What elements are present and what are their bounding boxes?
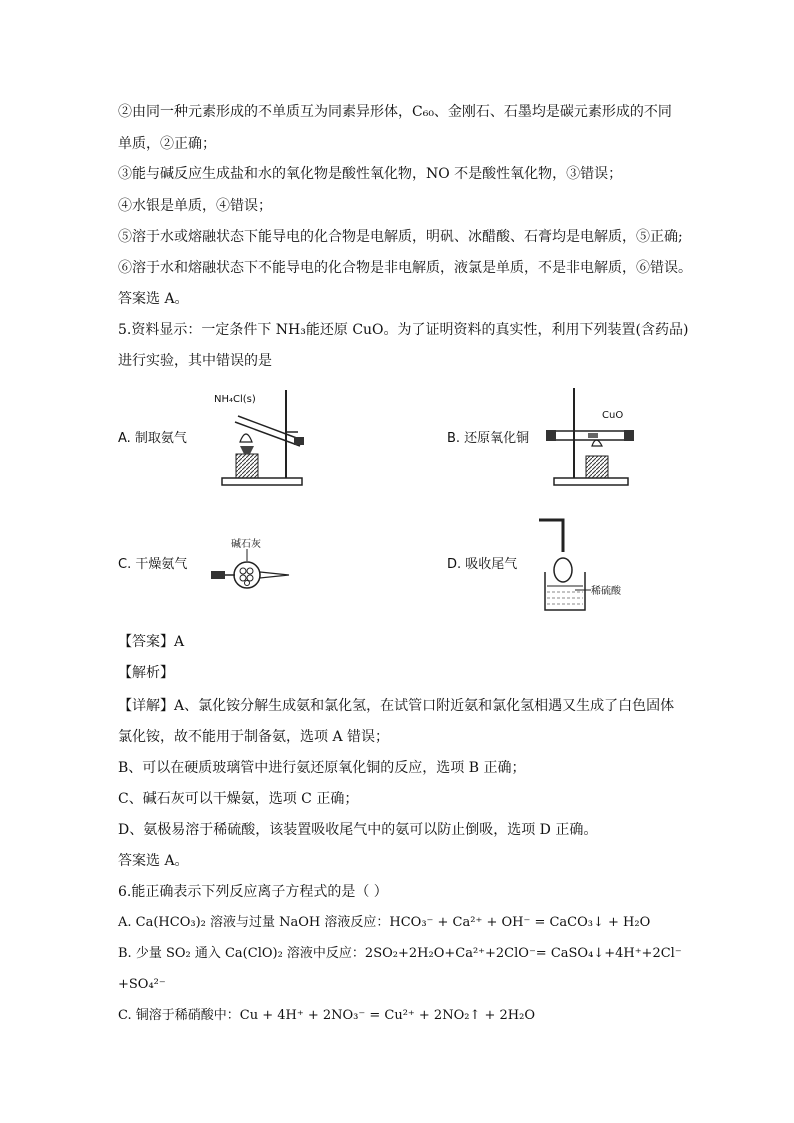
text-line: 单质，②正确； <box>118 136 216 152</box>
option-b: B. 还原氧化铜 <box>447 431 530 446</box>
option-a: A. 制取氨气 <box>118 431 187 446</box>
text-line: ⑥溶于水和熔融状态下不能导电的化合物是非电解质，液氯是单质，不是非电解质，⑥错误。 <box>118 260 692 276</box>
text-line: ②由同一种元素形成的不单质互为同素异形体，C₆₀、金刚石、石墨均是碳元素形成的不同 <box>118 104 672 120</box>
option-b-cont: +SO₄²⁻ <box>118 977 166 992</box>
option-c: C. 干燥氨气 <box>118 557 188 572</box>
apparatus-a-figure <box>210 382 310 494</box>
question-stem: 6.能正确表示下列反应离子方程式的是（ ） <box>118 884 388 900</box>
text-line: ③能与碱反应生成盐和水的氧化物是酸性氧化物，NO 不是酸性氧化物，③错误； <box>118 166 623 182</box>
figure-label: CuO <box>602 410 624 421</box>
text-line: C、碱石灰可以干燥氨，选项 C 正确； <box>118 791 359 807</box>
text-line: 答案选 A。 <box>118 853 189 869</box>
option-c: C. 铜溶于稀硝酸中：Cu + 4H⁺ + 2NO₃⁻ = Cu²⁺ + 2NO₂↑ + 2H₂O <box>118 1008 535 1023</box>
option-b: B. 少量 SO₂ 通入 Ca(ClO)₂ 溶液中反应：2SO₂+2H₂O+Ca²⁺+2ClO⁻= CaSO₄↓+4H⁺+2Cl⁻ <box>118 946 682 961</box>
apparatus-d-figure <box>535 512 645 616</box>
text-line: 【详解】A、氯化铵分解生成氨和氯化氢，在试管口附近氨和氯化氢相遇又生成了白色固体 <box>118 698 675 714</box>
apparatus-b-figure <box>540 382 640 492</box>
text-line: ⑤溶于水或熔融状态下能导电的化合物是电解质，明矾、冰醋酸、石膏均是电解质，⑤正确; <box>118 229 683 245</box>
analysis-label: 【解析】 <box>118 665 174 681</box>
figure-label: 稀硫酸 <box>591 586 621 597</box>
text-line: ④水银是单质，④错误； <box>118 198 272 214</box>
figure-label: 碱石灰 <box>231 539 261 550</box>
option-d: D. 吸收尾气 <box>447 557 518 572</box>
figure-label: NH₄Cl(s) <box>214 394 256 405</box>
text-line: 答案选 A。 <box>118 291 189 307</box>
option-a: A. Ca(HCO₃)₂ 溶液与过量 NaOH 溶液反应：HCO₃⁻ + Ca²⁺ + OH⁻ = CaCO₃↓ + H₂O <box>118 915 651 930</box>
text-line: B、可以在硬质玻璃管中进行氨还原氧化铜的反应，选项 B 正确； <box>118 760 526 776</box>
text-line: 氯化铵，故不能用于制备氨，选项 A 错误； <box>118 729 390 745</box>
question-stem: 进行实验，其中错误的是 <box>118 353 272 369</box>
text-line: D、氨极易溶于稀硫酸，该装置吸收尾气中的氨可以防止倒吸，选项 D 正确。 <box>118 822 598 838</box>
apparatus-c-figure <box>205 535 305 595</box>
question-stem: 5.资料显示：一定条件下 NH₃能还原 CuO。为了证明资料的真实性，利用下列装置(含药品) <box>118 322 689 338</box>
answer-label: 【答案】A <box>118 634 185 650</box>
